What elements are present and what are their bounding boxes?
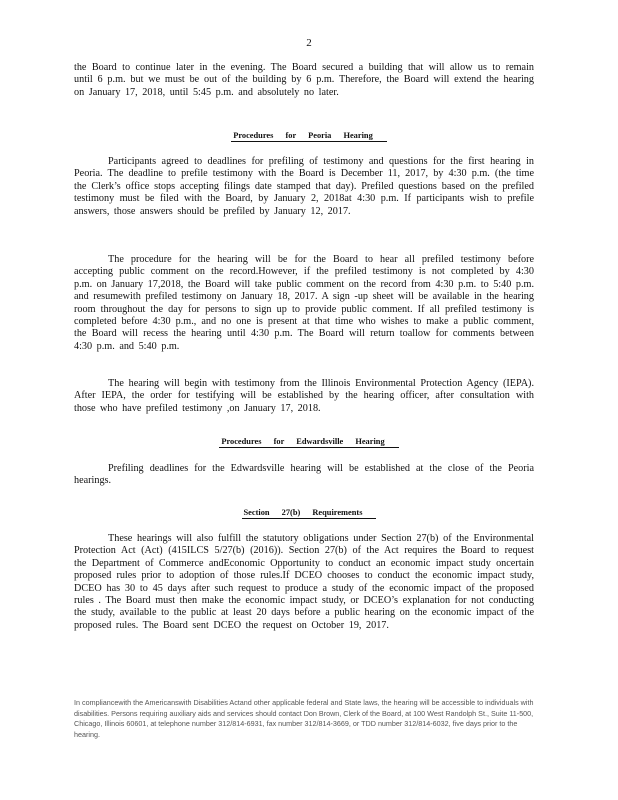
paragraph-section-27b: These hearings will also fulfill the statutory obligations under Section 27(b) of the Environmental Protection Act (Act) (415ILCS 5/27(b) (2016)). Section 27(b) of the Act requires the Board to request the Department of Commerce andEconomic Opportunity to conduct an economic impact study oncertain proposed rules prior to adoption of those rules.If DCEO chooses to conduct the economic impact study, DCEO has 30 to 45 days after such request to produce a study of the economic impact of the proposed rules . The Board must then make the economic impact study, or DCEO’s explanation for not conducting the study, available to the public at least 20 days before a public hearing on the economic impact of the proposed rules. The Board sent DCEO the request on October 19, 2017. [74,533,534,631]
paragraph-hearing-extension: the Board to continue later in the evening. The Board secured a building that will allow us to remain until 6 p.m. but we must be out of the building by 6 p.m. Therefore, the Board will extend the hearing on January 17, 2018, until 5:45 p.m. and absolutely no later. [74,62,534,98]
heading-edwardsville-text: Procedures for Edwardsville Hearing [219,437,398,448]
heading-peoria-procedures [0,131,618,142]
heading-edwardsville-procedures [0,437,618,448]
page-number: 2 [306,37,312,49]
accessibility-footnote: In compliancewith the Americanswith Disabilities Actand other applicable federal and State laws, the hearing will be accessible to individuals with disabilities. Persons requiring auxiliary aids and services should contact Don Brown, Clerk of the Board, at 100 West Randolph St., Suite 11-500, Chicago, Illinois 60601, at telephone number 312/814-6931, fax number 312/814-3669, or TDD number 312/814-6032, five days prior to the hearing. [74,698,534,739]
heading-peoria-text: Procedures for Peoria Hearing [231,131,387,142]
paragraph-testimony-order: The hearing will begin with testimony from the Illinois Environmental Protection Agency (IEPA). After IEPA, the order for testifying will be established by the hearing officer, after consultation with those who have prefiled testimony ,on January 17, 2018. [74,378,534,414]
paragraph-hearing-procedure: The procedure for the hearing will be for the Board to hear all prefiled testimony before accepting public comment on the record.However, if the prefiled testimony is not completed by 4:30 p.m. on January 17,2018, the Board will take public comment on the record from 4:30 p.m. to 5:40 p.m. and resumewith prefiled testimony on January 18, 2017. A sign -up sheet will be available in the hearing room throughout the day for persons to sign up to provide public comment. If all prefiled testimony is completed before 4:30 p.m., and no one is present at that time who wishes to make a public comment, the Board will recess the hearing until 4:30 p.m. The Board will return toallow for comments between 4:30 p.m. and 5:40 p.m. [74,254,534,352]
heading-section-27b-text: Section 27(b) Requirements [242,508,377,519]
paragraph-edwardsville-deadlines: Prefiling deadlines for the Edwardsville hearing will be established at the close of the Peoria hearings. [74,463,534,487]
heading-section-27b [0,508,618,519]
paragraph-prefiling-deadlines: Participants agreed to deadlines for prefiling of testimony and questions for the first hearing in Peoria. The deadline to prefile testimony with the Board is December 11, 2017, by 4:30 p.m. (the time the Clerk’s office stops accepting filings date stamped that day). Prefiled questions based on the prefiled testimony must be filed with the Board, by January 2, 2018at 4:30 p.m. If participants wish to prefile answers, those answers should be prefiled by January 12, 2017. [74,156,534,217]
